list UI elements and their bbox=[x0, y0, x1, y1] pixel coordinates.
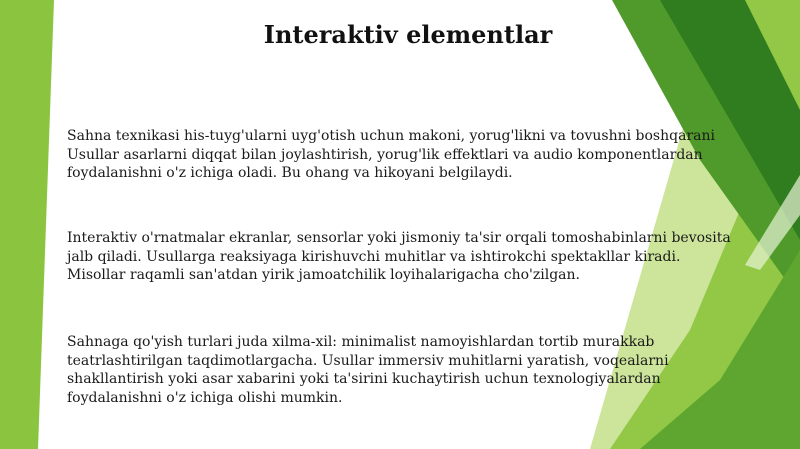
paragraph-line: foydalanishni o'z ichiga oladi. Bu ohang va hikoyani belgilaydi. bbox=[67, 165, 513, 181]
paragraph-line: Usullar asarlarni diqqat bilan joylashtirish, yorug'lik effektlari va audio komponentlardan bbox=[67, 146, 703, 163]
paragraph-staging-types bbox=[67, 333, 757, 407]
left-green-strip bbox=[0, 0, 54, 449]
paragraph-line: foydalanishni o'z ichiga olishi mumkin. bbox=[67, 389, 343, 406]
paragraph-line: shakllantirish yoki asar xabarini yoki ta'sirini kuchaytirish uchun texnologiyalardan bbox=[67, 371, 661, 387]
paragraph-line: Sahnaga qo'yish turlari juda xilma-xil: minimalist namoyishlardan tortib murakkab bbox=[67, 334, 655, 350]
paragraph-interactive-installations bbox=[67, 229, 757, 285]
paragraph-line: Sahna texnikasi his-tuyg'ularni uyg'otish uchun makoni, yorug'likni va tovushni boshqarani bbox=[67, 128, 715, 144]
paragraph-line: teatrlashtirilgan taqdimotlargacha. Usullar immersiv muhitlarni yaratish, voqealarni bbox=[67, 352, 669, 369]
slide-title: Interaktiv elementlar bbox=[263, 20, 553, 49]
paragraph-line: jalb qiladi. Usullarga reaksiyaga kirishuvchi muhitlar va ishtirokchi spektakllar kiradi. bbox=[67, 248, 681, 265]
paragraph-line: Misollar raqamli san'atdan yirik jamoatchilik loyihalarigacha cho'zilgan. bbox=[67, 267, 580, 283]
paragraph-line: Interaktiv o'rnatmalar ekranlar, sensorlar yoki jismoniy ta'sir orqali tomoshabinlarni bevosita bbox=[67, 230, 731, 246]
paragraph-stage-technique bbox=[67, 127, 757, 183]
